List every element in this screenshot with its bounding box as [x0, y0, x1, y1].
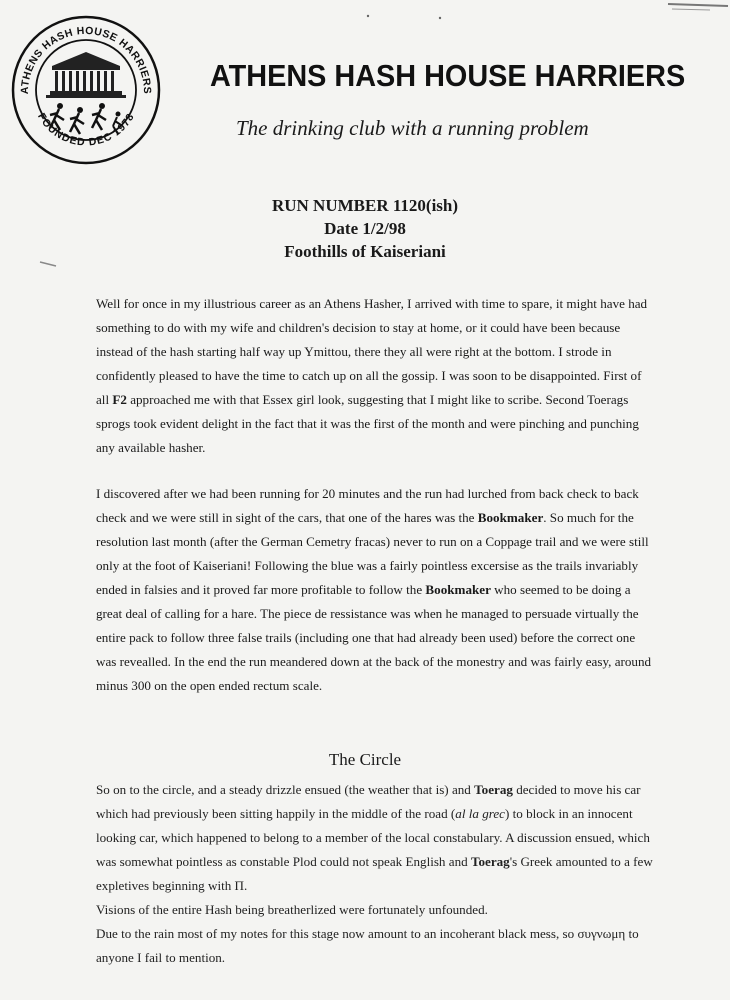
logo-ring-bottom: FOUNDED DEC 1978 [34, 111, 137, 149]
hasher-name: Toerag [474, 782, 513, 797]
text-span: decided to move his car which had previously been sitting happily in the middle of the road ( [96, 782, 641, 821]
hasher-name: Toerag [470, 854, 510, 869]
scan-dot [439, 17, 441, 19]
scan-mark-left [40, 262, 56, 266]
text-span: So on to the circle, and a steady drizzle ensued (the weather that is) and [96, 782, 475, 797]
hasher-name: F2 [112, 392, 127, 407]
text-span: who seemed to be doing a great deal of calling for a hare. The piece de ressistance was when he managed to persuade virtually the entire pack to follow three false trails (including one that had already been used) before the correct one was revealled. In the end the run meandered down at the back of the monestry and was fairly easy, around minus 300 on the open ended rectum scale. [96, 582, 652, 693]
scan-mark-top-right [668, 4, 728, 6]
club-tagline: The drinking club with a running problem [236, 116, 589, 140]
scan-mark-top-right-2 [672, 9, 710, 10]
hasher-name: Bookmaker [425, 582, 491, 597]
text-span: approached me with that Essex girl look, suggesting that I might like to scribe. Second Toerags sprogs took evident delight in the fact that it was the first of the month and were pinching and punching any available hasher. [96, 392, 639, 455]
text-span: Well for once in my illustrious career as an Athens Hasher, I arrived with time to spare, it might have had something to do with my wife and children's decision to stay at home, or it could have been because instead of the hash starting half way up Ymittou, there they all were right at the bottom. I strode in confidently pleased to have the time to catch up on all the gossip. I was soon to be disappointed. First of all [96, 296, 648, 407]
text-span: 's Greek amounted to a few expletives beginning with Π. [96, 854, 653, 893]
text-span: ) to block in an innocent looking car, which happened to belong to a member of the local constabulary. A discussion ensued, which was somewhat pointless as constable Plod could not speak English and [96, 806, 650, 869]
italic-phrase: al la grec [455, 806, 505, 821]
run-location: Foothills of Kaiseriani [284, 242, 446, 261]
club-name-heading: ATHENS HASH HOUSE HARRIERS [210, 58, 686, 93]
logo-ring-top: ATHENS HASH HOUSE HARRIERS [18, 24, 154, 95]
text-span: I discovered after we had been running for 20 minutes and the run had lurched from back check to back check and we were still in sight of the cars, that one of the hares was the [96, 486, 639, 525]
scan-dot [367, 15, 369, 17]
circle-paragraph-2: Visions of the entire Hash being breatherlized were fortunately unfounded. [96, 902, 488, 917]
run-number: RUN NUMBER 1120(ish) [271, 196, 459, 215]
run-date: Date 1/2/98 [324, 219, 406, 238]
text-span: . So much for the resolution last month (after the German Cemetry fracas) never to run on a Coppage trail and we were still only at the foot of Kaiseriani! Following the blue was a fairly pointless excersise as the trails invariably ended in falsies and it proved far more profitable to follow the [96, 510, 649, 597]
hasher-name: Bookmaker [477, 510, 544, 525]
circle-heading: The Circle [328, 750, 402, 769]
circle-paragraph-3: Due to the rain most of my notes for this stage now amount to an incoherant black mess, so συγνωμη to anyone I fail to mention. [96, 926, 639, 965]
